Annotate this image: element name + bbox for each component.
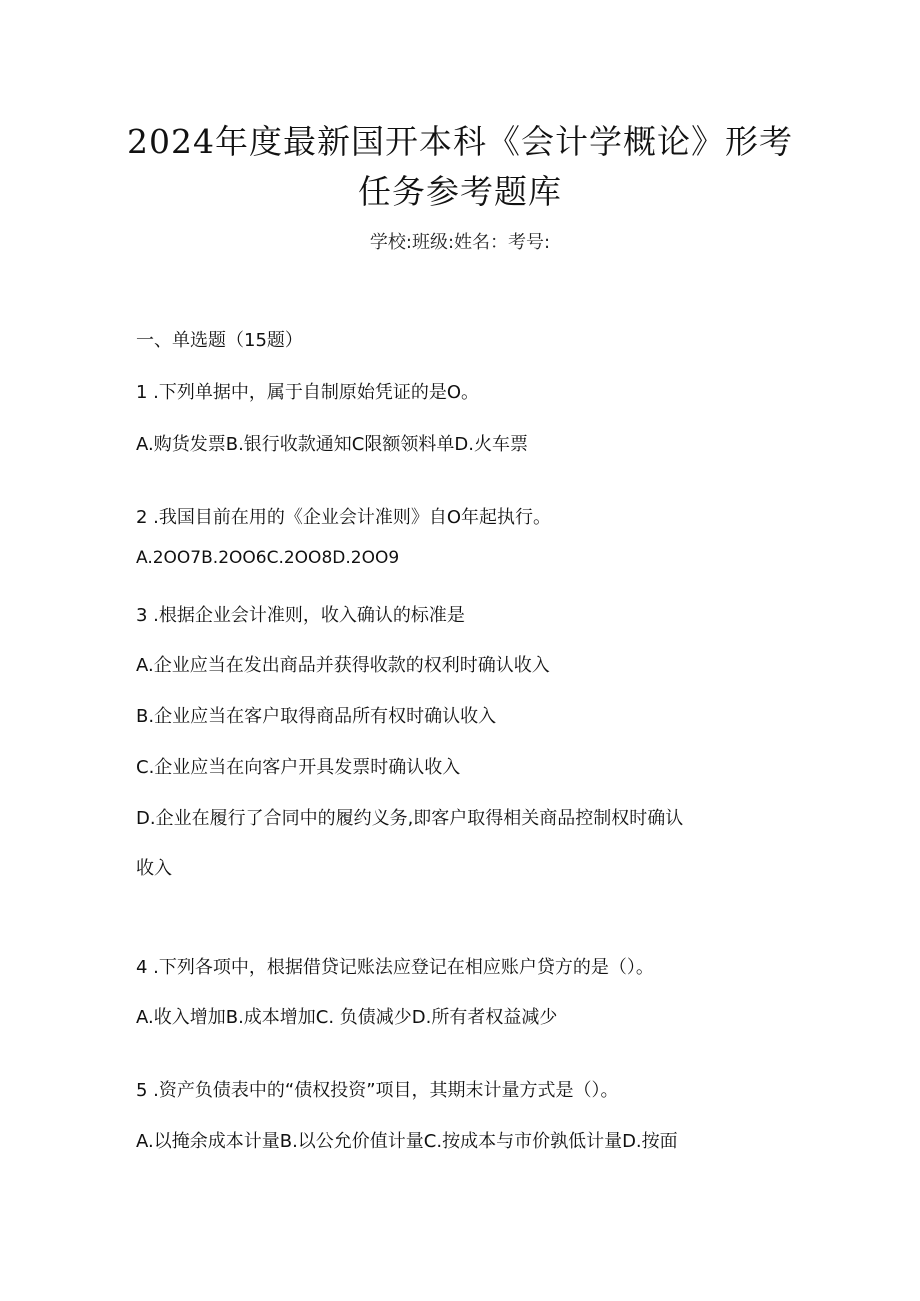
question-5-stem: 5 .资产负债表中的“债权投资”项目，其期末计量方式是（）。 [136, 1080, 619, 1101]
question-4-stem: 4 .下列各项中，根据借贷记账法应登记在相应账户贷方的是（）。 [136, 957, 654, 978]
question-3-stem: 3 .根据企业会计准则，收入确认的标准是 [136, 605, 465, 626]
question-2-options: A.2OO7B.2OO6C.2OO8D.2OO9 [136, 548, 400, 568]
question-3-option-c: C.企业应当在向客户开具发票时确认收入 [136, 757, 461, 778]
question-1-options: A.购货发票B.银行收款通知C限额领料单D.火车票 [136, 434, 528, 455]
question-1-stem: 1 .下列单据中，属于自制原始凭证的是O。 [136, 382, 480, 403]
question-2-stem: 2 .我国目前在用的《企业会计准则》自O年起执行。 [136, 507, 552, 528]
section-heading: 一、单选题（15题） [136, 330, 303, 351]
student-info-line: 学校:班级:姓名：考号: [369, 232, 551, 253]
question-3-option-d: D.企业在履行了合同中的履约义务,即客户取得相关商品控制权时确认 [136, 808, 684, 829]
question-5-options: A.以掩余成本计量B.以公允价值计量C.按成本与市价孰低计量D.按面 [136, 1131, 678, 1152]
question-3-option-b: B.企业应当在客户取得商品所有权时确认收入 [136, 706, 497, 727]
document-title-line-2: 任务参考题库 [358, 172, 562, 211]
question-3-option-d-continued: 收入 [136, 858, 172, 879]
question-3-option-a: A.企业应当在发出商品并获得收款的权利时确认收入 [136, 655, 550, 676]
question-4-options: A.收入增加B.成本增加C. 负债减少D.所有者权益减少 [136, 1007, 558, 1028]
document-title-line-1: 2024年度最新国开本科《会计学概论》形考 [127, 122, 793, 161]
